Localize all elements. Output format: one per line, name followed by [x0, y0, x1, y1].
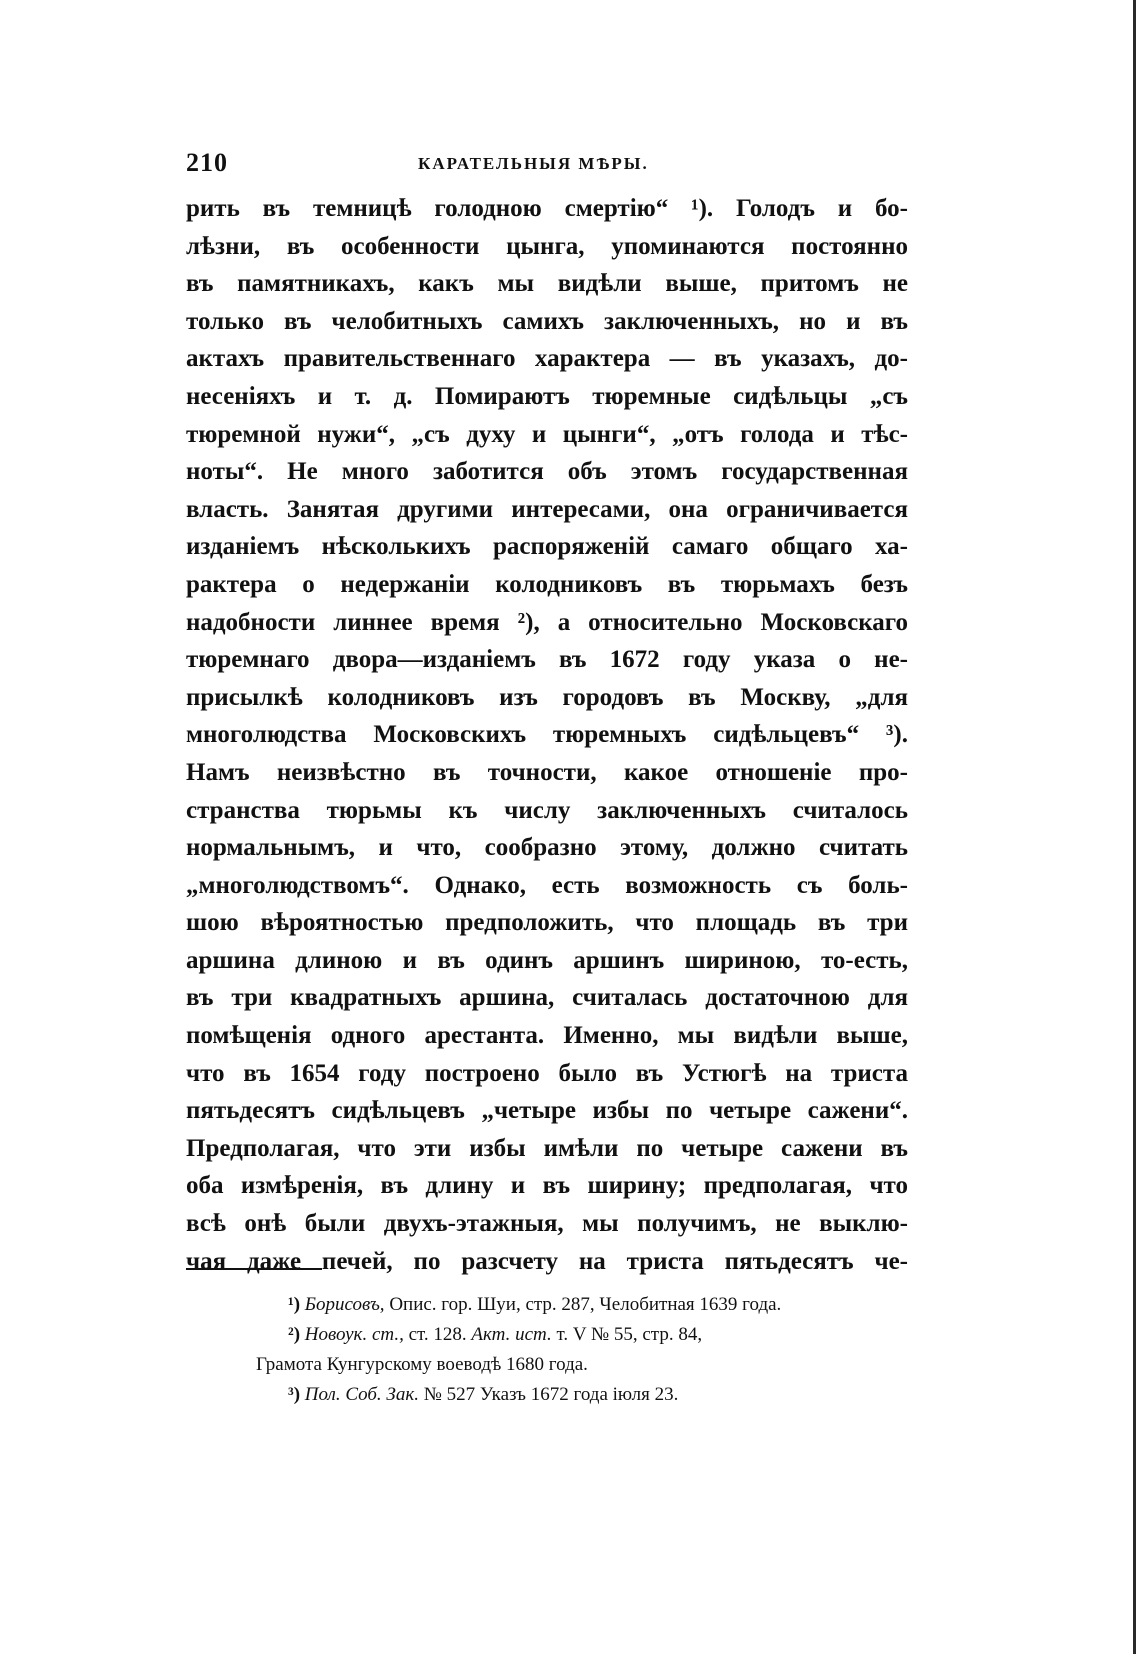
page-number: 210	[186, 148, 228, 177]
text-line: ноты“. Не много заботится объ этомъ государственная	[186, 458, 908, 486]
page-header	[186, 148, 906, 182]
text-line: „многолюдствомъ“. Однако, есть возможность съ боль-	[186, 871, 908, 899]
text-line: надобности линнее время ²), а относительно Московскаго	[186, 608, 908, 636]
text-line: актахъ правительственнаго характера — въ указахъ, до-	[186, 345, 908, 373]
footnote-text: т. V № 55, стр. 84,	[556, 1324, 703, 1345]
text-line: странства тюрьмы къ числу заключенныхъ считалось	[186, 796, 908, 824]
text-line: нормальнымъ, и что, сообразно этому, должно считать	[186, 834, 908, 862]
text-line: Предполагая, что эти избы имѣли по четыре сажени въ	[186, 1134, 908, 1162]
text-line: помѣщенія одного арестанта. Именно, мы видѣли выше,	[186, 1022, 908, 1050]
text-line: тюремной нужи“, „съ духу и цынги“, „отъ голода и тѣс-	[186, 420, 908, 448]
text-line: всѣ онѣ были двухъ-этажныя, мы получимъ, не выклю-	[186, 1210, 908, 1238]
text-line: изданіемъ нѣсколькихъ распоряженій самаго общаго ха-	[186, 533, 908, 561]
text-line: несеніяхъ и т. д. Помираютъ тюремные сидѣльцы „съ	[186, 382, 908, 410]
footnote-text: № 527 Указъ 1672 года іюля 23.	[423, 1384, 679, 1405]
footnote-1	[256, 1290, 916, 1320]
footnote-text: Опис. гор. Шуи, стр. 287, Челобитная 1639 года.	[389, 1294, 782, 1315]
footnote-mark: ³)	[288, 1384, 301, 1405]
text-line: шою вѣроятностью предположить, что площадь въ три	[186, 909, 908, 937]
text-line: аршина длиною и въ одинъ аршинъ шириною, то-есть,	[186, 946, 908, 974]
text-line: лѣзни, въ особенности цынга, упоминаются постоянно	[186, 232, 908, 260]
footnotes	[256, 1290, 916, 1410]
text-line: въ три квадратныхъ аршина, считалась достаточною для	[186, 984, 908, 1012]
text-line: присылкѣ колодниковъ изъ городовъ въ Москву, „для	[186, 683, 908, 711]
text-line: оба измѣренія, въ длину и въ ширину; предполагая, что	[186, 1172, 908, 1200]
body-text	[186, 190, 908, 1280]
text-line: рить въ темницѣ голодною смертію“ ¹). Голодъ и бо-	[186, 195, 908, 222]
footnote-text: ст. 128.	[408, 1324, 467, 1345]
text-line: Намъ неизвѣстно въ точности, какое отношеніе про-	[186, 758, 908, 786]
text-line: только въ челобитныхъ самихъ заключенныхъ, но и въ	[186, 307, 908, 335]
footnote-author: Борисовъ,	[304, 1294, 385, 1315]
text-line: рактера о недержаніи колодниковъ въ тюрьмахъ безъ	[186, 570, 908, 598]
footnote-source: Пол. Соб. Зак.	[304, 1384, 419, 1405]
text-line: въ памятникахъ, какъ мы видѣли выше, притомъ не	[186, 270, 908, 298]
scan-edge-line	[1133, 0, 1136, 1654]
text-line: пятьдесятъ сидѣльцевъ „четыре избы по четыре сажени“.	[186, 1097, 908, 1125]
text-line: многолюдства Московскихъ тюремныхъ сидѣльцевъ“ ³).	[186, 721, 908, 749]
footnote-mark: ¹)	[288, 1294, 301, 1315]
text-line: что въ 1654 году построено было въ Устюгѣ на триста	[186, 1059, 908, 1087]
footnote-rule	[186, 1268, 322, 1270]
footnote-mark: ²)	[288, 1324, 301, 1345]
text-line: чая даже печей, по разсчету на триста пятьдесятъ че-	[186, 1247, 908, 1275]
footnote-source: Новоук. ст.,	[304, 1324, 404, 1345]
text-line: тюремнаго двора—изданіемъ въ 1672 году указа о не-	[186, 646, 908, 674]
footnote-2-continuation: Грамота Кунгурскому воеводѣ 1680 года.	[256, 1354, 588, 1375]
text-line: власть. Занятая другими интересами, она ограничивается	[186, 495, 908, 523]
running-head: КАРАТЕЛЬНЫЯ МѢРЫ.	[418, 154, 649, 173]
footnote-2	[256, 1320, 916, 1350]
footnote-3	[256, 1380, 916, 1410]
footnote-source: Акт. ист.	[471, 1324, 552, 1345]
